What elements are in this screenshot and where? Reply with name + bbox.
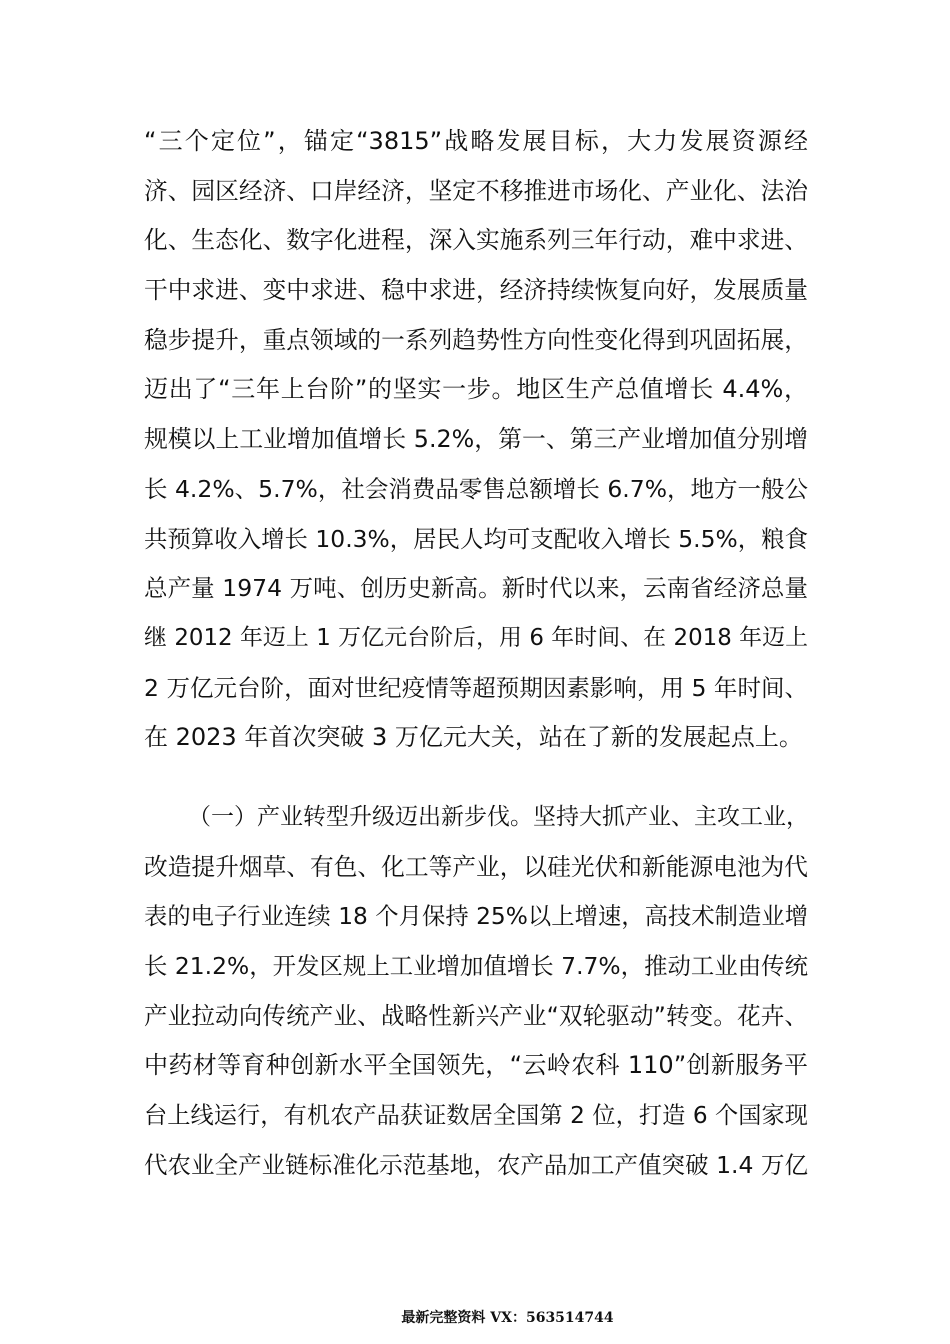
footer-contact-text: 最新完整资料 VX：563514744 — [401, 1310, 614, 1326]
text-line: 长 4.2%、5.7%，社会消费品零售总额增长 6.7%，地方一般公 — [144, 474, 809, 503]
text-line: 干中求进、变中求进、稳中求进，经济持续恢复向好，发展质量 — [144, 276, 808, 305]
text-line: 化、生态化、数字化进程，深入实施系列三年行动，难中求进、 — [144, 226, 808, 255]
text-line: 台上线运行，有机农产品获证数居全国第 2 位，打造 6 个国家现 — [144, 1102, 808, 1130]
text-line: 长 21.2%，开发区规上工业增加值增长 7.7%，推动工业由传统 — [144, 952, 808, 981]
paragraph-industry-upgrade — [144, 793, 808, 1191]
text-line: 表的电子行业连续 18 个月保持 25%以上增速，高技术制造业增 — [144, 903, 808, 931]
text-line: 继 2012 年迈上 1 万亿元台阶后，用 6 年时间、在 2018 年迈上 — [144, 624, 808, 651]
text-line: 稳步提升，重点领域的一系列趋势性方向性变化得到巩固拓展， — [144, 325, 808, 354]
text-line: “三个定位”，锚定“3815”战略发展目标，大力发展资源经 — [144, 127, 808, 155]
paragraph-economy-overview — [144, 117, 808, 763]
text-line-heading: （一）产业转型升级迈出新步伐。坚持大抓产业、主攻工业， — [188, 804, 809, 830]
page-footer — [0, 1308, 950, 1328]
text-line: 代农业全产业链标准化示范基地，农产品加工产值突破 1.4 万亿 — [144, 1150, 808, 1179]
text-line: 在 2023 年首次突破 3 万亿元大关，站在了新的发展起点上。 — [144, 723, 803, 752]
text-line: 共预算收入增长 10.3%，居民人均可支配收入增长 5.5%，粮食 — [144, 524, 808, 553]
text-line: 规模以上工业增加值增长 5.2%，第一、第三产业增加值分别增 — [144, 425, 808, 454]
text-line: 产业拉动向传统产业、战略性新兴产业“双轮驱动”转变。花卉、 — [144, 1001, 808, 1030]
text-line: 迈出了“三年上台阶”的坚实一步。地区生产总值增长 4.4%， — [144, 375, 808, 404]
text-line: 总产量 1974 万吨、创历史新高。新时代以来，云南省经济总量 — [144, 574, 808, 603]
text-line: 中药材等育种创新水平全国领先，“云岭农科 110”创新服务平 — [144, 1051, 808, 1080]
text-line: 改造提升烟草、有色、化工等产业，以硅光伏和新能源电池为代 — [144, 852, 808, 881]
text-line: 济、园区经济、口岸经济，坚定不移推进市场化、产业化、法治 — [144, 176, 808, 205]
text-line: 2 万亿元台阶，面对世纪疫情等超预期因素影响，用 5 年时间、 — [144, 673, 808, 702]
